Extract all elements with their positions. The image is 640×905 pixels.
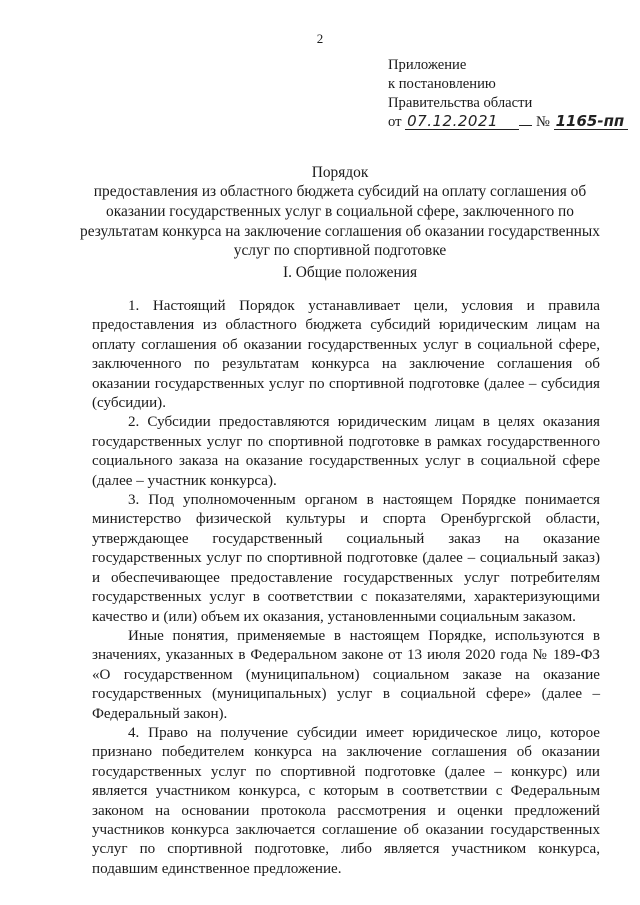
appendix-line-1: Приложение <box>388 57 467 73</box>
paragraph-3: 3. Под уполномоченным органом в настоящем Порядке понимается министерство физической культуры и спорта Оренбургской области, утверждающее государственный социальный заказ на оказание государственных услуг по спортивной подготовке (далее – социальный заказ) и обеспечивающее предоставление государственных услуг потребителям государственных услуг в соответствии с показателями, характеризующими качество и (или) объем их оказания, установленными социальным заказом. <box>92 492 600 625</box>
appendix-block <box>388 56 628 132</box>
appendix-date-number-line <box>388 113 628 132</box>
document-subtitle: предоставления из областного бюджета субсидий на оплату соглашения об оказании государственных услуг в социальной сфере, заключенного по результатам конкурса на заключение соглашения об оказании государственных услуг по спортивной подготовке <box>80 183 600 260</box>
from-label: от <box>388 114 402 130</box>
appendix-line-2: к постановлению <box>388 76 496 92</box>
paragraph-4: Иные понятия, применяемые в настоящем Порядке, используются в значениях, указанных в Федеральном законе от 13 июля 2020 года № 189-ФЗ «О государственном (муниципальном) социальном заказе на оказание государственных (муниципальных) услуг в социальной сфере» (далее – Федеральный закон). <box>92 627 600 722</box>
paragraph-5: 4. Право на получение субсидии имеет юридическое лицо, которое признано победителем конкурса на заключение соглашения об оказании государственных услуг по спортивной подготовке (далее – конкурс) или является участником конкурса, с которым в соответствии с Федеральным законом на основании протокола рассмотрения и оценки предложений участников конкурса заключается соглашение об оказании государственных услуг по спортивной подготовке, либо является участником конкурса, подавшим единственное предложение. <box>92 724 600 877</box>
paragraph-2: 2. Субсидии предоставляются юридическим лицам в целях оказания государственных услуг по спортивной подготовке в рамках государственного социального заказа на оказание государственных услуг в социальной сфере (далее – участник конкурса). <box>92 414 600 489</box>
underline-fill <box>519 113 533 126</box>
number-sign: № <box>536 114 550 130</box>
page-number: 2 <box>316 31 324 46</box>
handwritten-date: 07.12.2021 <box>405 113 519 130</box>
body-text <box>92 297 600 879</box>
document-title: Порядок <box>311 164 369 181</box>
appendix-line-3: Правительства области <box>388 95 533 111</box>
handwritten-number: 1165-пп <box>554 113 628 130</box>
paragraph-1: 1. Настоящий Порядок устанавливает цели, условия и правила предоставления из областного бюджета субсидий юридическим лицам на оплату соглашения об оказании государственных услуг в социальной сфере, заключенного по результатам конкурса на заключение соглашения об оказании государственных услуг по спортивной подготовке (далее – субсидия (субсидии). <box>92 298 600 412</box>
section-title: I. Общие положения <box>282 264 418 281</box>
